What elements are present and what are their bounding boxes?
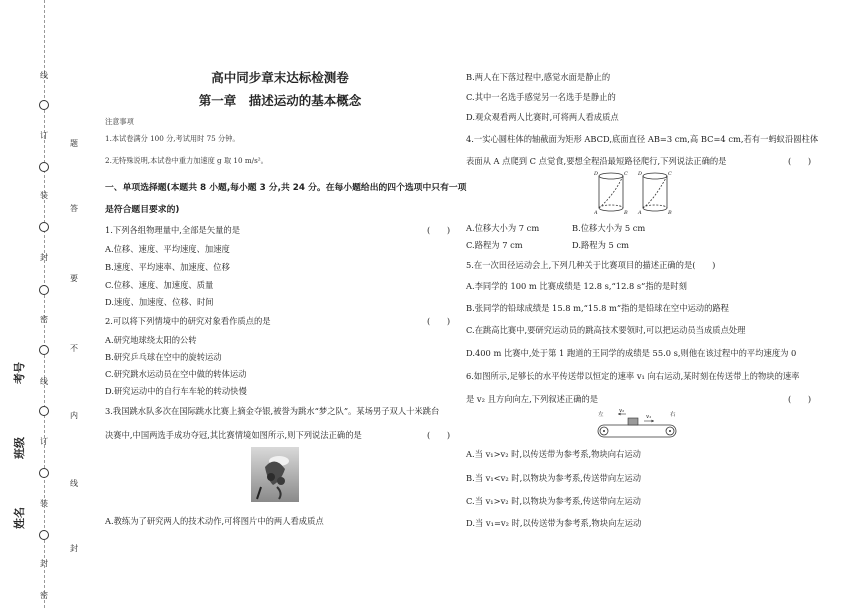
q5-option-b: B.张同学的铅球成绩是 15.8 m,“15.8 m”指的是铅球在空中运动的路程 (466, 303, 729, 313)
q4-option-b: B.位移大小为 5 cm (572, 223, 646, 233)
gutter-char: 装 (40, 191, 48, 200)
conveyor-belt-figure (596, 408, 678, 440)
fig-label-v2: v₂ (619, 408, 625, 414)
gutter-char: 订 (40, 437, 48, 446)
q1-option-d: D.速度、加速度、位移、时间 (105, 297, 214, 307)
gutter-char: 要 (70, 274, 78, 283)
chapter-title: 第一章 描述运动的基本概念 (198, 93, 362, 108)
q6-stem-2: 是 v₂ 且方向向左,下列叙述正确的是 (466, 394, 599, 404)
name-label: 姓名 (13, 507, 26, 529)
notes-heading: 注意事项 (105, 117, 134, 126)
q3-option-c: C.其中一名选手感觉另一名选手是静止的 (466, 92, 616, 102)
q5-option-d: D.400 m 比赛中,处于第 1 跑道的王同学的成绩是 55.0 s,则他在该过程中的平均速度为 0 (466, 348, 797, 358)
binding-hole (39, 345, 49, 355)
fig-label-b: B (624, 210, 628, 216)
gutter-char: 题 (70, 139, 78, 148)
q1-option-b: B.速度、平均速率、加速度、位移 (105, 262, 230, 272)
q1-answer-paren: ( ) (427, 225, 451, 235)
gutter-char: 线 (40, 71, 48, 80)
binding-hole (39, 530, 49, 540)
q6-stem-1: 6.如图所示,足够长的水平传送带以恒定的速率 v₁ 向右运动,某时刻在传送带上的物块的速率 (466, 371, 800, 381)
binding-hole (39, 100, 49, 110)
q3-stem-1: 3.我国跳水队多次在国际跳水比赛上摘金夺银,被誉为跳水“梦之队”。某场男子双人十米跳台 (105, 406, 440, 416)
note-1: 1.本试卷满分 100 分,考试用时 75 分钟。 (105, 134, 240, 143)
q3-option-b: B.两人在下落过程中,感觉水面是静止的 (466, 72, 611, 82)
binding-hole (39, 468, 49, 478)
q2-option-b: B.研究乒乓球在空中的旋转运动 (105, 352, 222, 362)
q4-option-c: C.路程为 7 cm (466, 240, 523, 250)
q2-option-c: C.研究跳水运动员在空中做的转体运动 (105, 369, 247, 379)
q4-option-a: A.位移大小为 7 cm (466, 223, 540, 233)
fig-label-left: 左 (598, 412, 604, 418)
q5-option-a: A.李同学的 100 m 比赛成绩是 12.8 s,“12.8 s”指的是时刻 (466, 281, 687, 291)
fig-label-a2: A (638, 210, 642, 216)
q6-answer-paren: ( ) (788, 394, 812, 404)
q2-answer-paren: ( ) (427, 316, 451, 326)
exam-number-label: 考号 (13, 362, 26, 384)
q6-option-b: B.当 v₁<v₂ 时,以物块为参考系,传送带向左运动 (466, 473, 642, 483)
gutter-char: 内 (70, 411, 78, 420)
section-heading: 一、单项选择题(本题共 8 小题,每小题 3 分,共 24 分。在每小题给出的四个选项中只有一项 (105, 183, 467, 193)
binding-hole (39, 162, 49, 172)
q6-option-a: A.当 v₁>v₂ 时,以传送带为参考系,物块向右运动 (466, 449, 641, 459)
divers-photo (251, 447, 299, 502)
q3-option-d: D.观众观看两人比赛时,可将两人看成质点 (466, 112, 619, 122)
gutter-char: 线 (70, 479, 78, 488)
q4-option-d: D.路程为 5 cm (572, 240, 629, 250)
q2-stem: 2.可以将下列情境中的研究对象看作质点的是 (105, 316, 271, 326)
page-title: 高中同步章末达标检测卷 (211, 70, 349, 85)
q6-option-c: C.当 v₁>v₂ 时,以物块为参考系,传送带向左运动 (466, 496, 641, 506)
gutter-char: 封 (70, 544, 78, 553)
note-2: 2.无特殊说明,本试卷中重力加速度 g 取 10 m/s²。 (105, 156, 268, 165)
binding-hole (39, 406, 49, 416)
fig-label-d2: D (638, 171, 643, 177)
class-label: 班级 (13, 437, 26, 459)
q3-answer-paren: ( ) (427, 430, 451, 440)
gutter-char: 线 (40, 377, 48, 386)
q4-answer-paren: ( ) (788, 156, 812, 166)
gutter-char: 装 (40, 499, 48, 508)
gutter-char: 封 (40, 559, 48, 568)
gutter-char: 密 (40, 591, 48, 600)
q1-option-c: C.位移、速度、加速度、质量 (105, 280, 214, 290)
gutter-char: 密 (40, 315, 48, 324)
fig-label-d: D (594, 171, 599, 177)
fig-label-b2: B (668, 210, 672, 216)
gutter-char: 封 (40, 253, 48, 262)
q5-stem: 5.在一次田径运动会上,下列几种关于比赛项目的描述正确的是( ) (466, 260, 716, 270)
gutter-char: 订 (40, 131, 48, 140)
q2-option-a: A.研究地球绕太阳的公转 (105, 335, 197, 345)
q1-option-a: A.位移、速度、平均速度、加速度 (105, 244, 230, 254)
q3-option-a: A.教练为了研究两人的技术动作,可将图片中的两人看成质点 (105, 516, 324, 526)
gutter-char: 不 (70, 344, 78, 353)
q3-stem-2: 决赛中,中国两选手成功夺冠,其比赛情境如图所示,则下列说法正确的是 (105, 430, 362, 440)
cut-line (44, 0, 45, 608)
fig-label-right: 右 (670, 412, 676, 418)
fig-label-c2: C (668, 171, 672, 177)
binding-hole (39, 285, 49, 295)
gutter-char: 答 (70, 204, 78, 213)
section-heading-cont: 是符合题目要求的) (105, 205, 180, 215)
cylinder-figure (594, 170, 676, 216)
fig-label-c: C (624, 171, 628, 177)
binding-hole (39, 222, 49, 232)
q1-stem: 1.下列各组物理量中,全部是矢量的是 (105, 225, 241, 235)
q6-option-d: D.当 v₁=v₂ 时,以传送带为参考系,物块向左运动 (466, 518, 642, 528)
fig-label-a: A (594, 210, 598, 216)
binding-gutter (0, 0, 95, 608)
q2-option-d: D.研究运动中的自行车车轮的转动快慢 (105, 386, 247, 396)
q4-stem-2: 表面从 A 点爬到 C 点觉食,要想全程沿最短路径爬行,下列说法正确的是 (466, 156, 727, 166)
q5-option-c: C.在跳高比赛中,要研究运动员的跳高技术要领时,可以把运动员当成质点处理 (466, 325, 746, 335)
fig-label-v1: v₁ (646, 414, 652, 420)
q4-stem-1: 4.一实心圆柱体的轴截面为矩形 ABCD,底面直径 AB=3 cm,高 BC=4 cm,若有一蚂蚁沿圆柱体 (466, 134, 819, 144)
